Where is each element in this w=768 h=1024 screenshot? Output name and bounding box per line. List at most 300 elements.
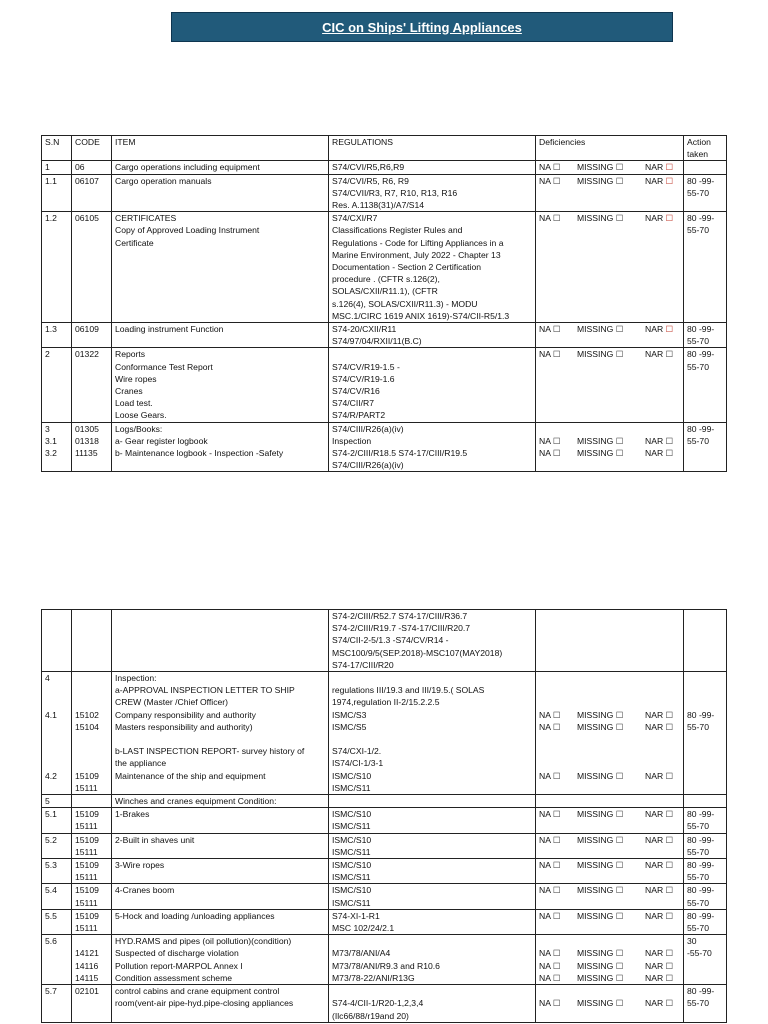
cell-reg (329, 610, 536, 672)
missing-label: MISSING (577, 349, 614, 360)
missing-label: MISSING (577, 948, 614, 959)
checkbox-nar[interactable]: ☐ (665, 809, 674, 820)
item-line: CERTIFICATES (115, 213, 177, 224)
code-line: 01305 (75, 423, 99, 434)
checkbox-na[interactable]: ☐ (552, 324, 561, 335)
table-header-row (42, 136, 727, 161)
item-line: Loading instrument Function (115, 324, 224, 335)
cell-deficiencies (536, 161, 684, 174)
action-line: 55-70 (687, 187, 709, 198)
sn-line: 5.5 (45, 910, 57, 921)
reg-line: procedure . (CFTR s.126(2), (332, 274, 440, 285)
missing-label: MISSING (577, 709, 614, 720)
reg-line: S74/CVII/R3, R7, R10, R13, R16 (332, 187, 458, 198)
reg-line (332, 672, 533, 684)
header-action-line: Action (687, 137, 711, 147)
cell-deficiencies (536, 174, 684, 212)
reg-line: S74-20/CXII/R11 (332, 324, 397, 335)
checkbox-na[interactable]: ☐ (552, 972, 561, 983)
cell-sn (42, 348, 72, 422)
checkbox-nar[interactable]: ☐ (665, 860, 674, 871)
checkbox-nar[interactable]: ☐ (665, 960, 674, 971)
reg-line: M73/78-22/ANI/R13G (332, 972, 415, 983)
nar-label: NAR (645, 885, 664, 896)
checkbox-missing[interactable]: ☐ (615, 998, 624, 1009)
cell-deficiencies (536, 323, 684, 348)
cell-code (72, 833, 112, 858)
checkbox-missing[interactable]: ☐ (615, 972, 624, 983)
cell-item (112, 174, 329, 212)
reg-line: S74/97/04/RXII/11(B.C) (332, 336, 422, 347)
checkbox-missing[interactable]: ☐ (615, 860, 624, 871)
reg-line: Classifications Register Rules and (332, 225, 463, 236)
reg-line: ISMC/S10 (332, 809, 372, 820)
cell-deficiencies (536, 909, 684, 934)
cell-item (112, 909, 329, 934)
reg-line: MSC100/9/5(SEP.2018)-MSC107(MAY2018) (332, 647, 503, 658)
cell-deficiencies (536, 672, 684, 795)
action-line: 80 -99- (687, 324, 715, 335)
cell-sn (42, 909, 72, 934)
reg-line: ISMC/S10 (332, 885, 372, 896)
reg-line: SOLAS/CXII/R11.1), (CFTR (332, 286, 438, 297)
checklist-table-1 (41, 135, 727, 472)
deficiency-line (539, 808, 681, 820)
item-line: Reports (115, 349, 146, 360)
na-label: NA (539, 721, 551, 732)
cell-sn (42, 884, 72, 909)
checkbox-na[interactable]: ☐ (552, 162, 561, 173)
sn-line: 1.3 (45, 324, 57, 335)
reg-line: S74/CIII/R26(a)(iv) (332, 423, 404, 434)
table-row (42, 884, 727, 909)
deficiency-line (539, 684, 681, 696)
reg-line: S74-4/CII-1/R20-1,2,3,4 (332, 998, 424, 1009)
item-line: b- Maintenance logbook - Inspection -Safety (115, 448, 284, 459)
item-line: a- Gear register logbook (115, 435, 208, 446)
deficiency-line (539, 348, 681, 360)
code-line: 15109 (75, 860, 99, 871)
checkbox-nar[interactable]: ☐ (665, 435, 674, 446)
deficiency-line (539, 709, 681, 721)
table-row (42, 323, 727, 348)
checkbox-na[interactable]: ☐ (552, 998, 561, 1009)
reg-line: ISMC/S11 (332, 897, 371, 908)
item-line (115, 733, 326, 745)
checkbox-na[interactable]: ☐ (552, 213, 561, 224)
cell-reg (329, 859, 536, 884)
sn-line: 3.1 (45, 435, 57, 446)
cell-item (112, 884, 329, 909)
reg-line: S74/CXI/R7 (332, 213, 378, 224)
item-line: 1-Brakes (115, 809, 150, 820)
cell-code (72, 808, 112, 833)
action-line: 80 -99- (687, 349, 715, 360)
deficiency-line (539, 782, 681, 794)
nar-label: NAR (645, 960, 664, 971)
action-line: 55-70 (687, 361, 709, 372)
cell-action (684, 422, 727, 472)
cell-deficiencies (536, 935, 684, 985)
nar-label: NAR (645, 972, 664, 983)
cell-action (684, 212, 727, 323)
cell-sn (42, 610, 72, 672)
reg-line (332, 733, 533, 745)
action-line: -55-70 (687, 948, 712, 959)
checkbox-na[interactable]: ☐ (552, 834, 561, 845)
cell-sn (42, 323, 72, 348)
checkbox-na[interactable]: ☐ (552, 175, 561, 186)
cell-action (684, 610, 727, 672)
code-line: 15111 (75, 846, 98, 857)
cell-reg (329, 161, 536, 174)
cell-action (684, 672, 727, 795)
sn-line: 1 (45, 162, 50, 173)
table-row (42, 909, 727, 934)
missing-label: MISSING (577, 162, 614, 173)
reg-line: S74/CII/R7 (332, 398, 375, 409)
na-label: NA (539, 213, 551, 224)
item-line: Cargo operations including equipment (115, 162, 260, 173)
cell-sn (42, 174, 72, 212)
checkbox-na[interactable]: ☐ (552, 885, 561, 896)
cell-code (72, 672, 112, 795)
cell-sn (42, 859, 72, 884)
deficiency-line (539, 733, 681, 745)
checkbox-nar[interactable]: ☐ (665, 162, 674, 173)
action-line (687, 672, 724, 684)
item-line: Wire ropes (115, 373, 157, 384)
deficiency-line (539, 910, 681, 922)
item-line: Company responsibility and authority (115, 709, 256, 720)
sn-line (45, 782, 69, 794)
checkbox-nar[interactable]: ☐ (665, 324, 674, 335)
checkbox-missing[interactable]: ☐ (615, 960, 624, 971)
sn-line: 3.2 (45, 448, 57, 459)
checkbox-na[interactable]: ☐ (552, 809, 561, 820)
table-row (42, 212, 727, 323)
sn-line (45, 733, 69, 745)
cell-code (72, 610, 112, 672)
na-label: NA (539, 175, 551, 186)
missing-label: MISSING (577, 998, 614, 1009)
table-row (42, 808, 727, 833)
checkbox-nar[interactable]: ☐ (665, 972, 674, 983)
checkbox-na[interactable]: ☐ (552, 948, 561, 959)
deficiency-line (539, 721, 681, 733)
table-row (42, 672, 727, 795)
reg-line: Regulations - Code for Lifting Appliances in a (332, 237, 504, 248)
cell-deficiencies (536, 795, 684, 808)
action-line: 80 -99- (687, 986, 715, 997)
na-label: NA (539, 770, 551, 781)
action-line (687, 696, 724, 708)
checkbox-nar[interactable]: ☐ (665, 709, 674, 720)
cell-code (72, 859, 112, 884)
sn-line: 4.2 (45, 770, 57, 781)
checkbox-nar[interactable]: ☐ (665, 349, 674, 360)
table-row (42, 935, 727, 985)
checkbox-na[interactable]: ☐ (552, 435, 561, 446)
checkbox-missing[interactable]: ☐ (615, 709, 624, 720)
checkbox-nar[interactable]: ☐ (665, 721, 674, 732)
checkbox-nar[interactable]: ☐ (665, 448, 674, 459)
reg-line: ISMC/S3 (332, 709, 367, 720)
cell-reg (329, 422, 536, 472)
action-line: 80 -99- (687, 709, 715, 720)
cell-item (112, 323, 329, 348)
code-line: 15109 (75, 885, 99, 896)
checkbox-nar[interactable]: ☐ (665, 948, 674, 959)
checkbox-nar[interactable]: ☐ (665, 998, 674, 1009)
table-row (42, 161, 727, 174)
checkbox-nar[interactable]: ☐ (665, 213, 674, 224)
cell-item (112, 610, 329, 672)
deficiency-line (539, 757, 681, 769)
nar-label: NAR (645, 834, 664, 845)
reg-line: S74/CVI/R5, R6, R9 (332, 175, 409, 186)
reg-line: S74/CV/R19-1.6 (332, 373, 395, 384)
code-line: 11135 (75, 448, 98, 459)
item-line: Maintenance of the ship and equipment (115, 770, 266, 781)
item-line: Pollution report-MARPOL Annex I (115, 960, 243, 971)
checkbox-missing[interactable]: ☐ (615, 324, 624, 335)
code-line: 15104 (75, 721, 99, 732)
code-line: 15111 (75, 897, 98, 908)
item-line: 2-Built in shaves unit (115, 834, 195, 845)
na-label: NA (539, 448, 551, 459)
reg-line: S74/CXI-1/2. (332, 746, 382, 757)
cell-sn (42, 833, 72, 858)
code-line (75, 757, 109, 769)
missing-label: MISSING (577, 324, 614, 335)
reg-line: ISMC/S10 (332, 860, 372, 871)
reg-line: M73/78/ANI/R9.3 and R10.6 (332, 960, 440, 971)
reg-line: ISMC/S11 (332, 821, 371, 832)
reg-line: Marine Environment, July 2022 - Chapter 13 (332, 249, 501, 260)
deficiency-line (539, 935, 681, 947)
na-label: NA (539, 834, 551, 845)
na-label: NA (539, 998, 551, 1009)
checkbox-missing[interactable]: ☐ (615, 162, 624, 173)
code-line: 15109 (75, 770, 99, 781)
header-code: CODE (72, 136, 112, 161)
sn-line (45, 757, 69, 769)
cell-item (112, 348, 329, 422)
missing-label: MISSING (577, 834, 614, 845)
reg-line: S74-2/CIII/R18.5 S74-17/CIII/R19.5 (332, 448, 468, 459)
code-line (75, 672, 109, 684)
missing-label: MISSING (577, 175, 614, 186)
na-label: NA (539, 910, 551, 921)
nar-label: NAR (645, 435, 664, 446)
checkbox-nar[interactable]: ☐ (665, 910, 674, 921)
action-line: 80 -99- (687, 834, 715, 845)
nar-label: NAR (645, 448, 664, 459)
nar-label: NAR (645, 175, 664, 186)
na-label: NA (539, 960, 551, 971)
missing-label: MISSING (577, 860, 614, 871)
checkbox-nar[interactable]: ☐ (665, 770, 674, 781)
checkbox-na[interactable]: ☐ (552, 960, 561, 971)
checkbox-missing[interactable]: ☐ (615, 910, 624, 921)
header-regulations: REGULATIONS (329, 136, 536, 161)
item-line: Cargo operation manuals (115, 175, 212, 186)
code-line: 06109 (75, 324, 99, 335)
reg-line: S74/CV/R16 (332, 386, 380, 397)
checkbox-na[interactable]: ☐ (552, 770, 561, 781)
cell-deficiencies (536, 422, 684, 472)
code-line: 15111 (75, 782, 98, 793)
nar-label: NAR (645, 349, 664, 360)
item-line: 3-Wire ropes (115, 860, 165, 871)
checkbox-missing[interactable]: ☐ (615, 435, 624, 446)
page-title: CIC on Ships' Lifting Appliances (322, 19, 522, 35)
cell-item (112, 795, 329, 808)
cell-item (112, 808, 329, 833)
action-line: 80 -99- (687, 885, 715, 896)
action-line: 55-70 (687, 821, 709, 832)
sn-line: 5.7 (45, 986, 57, 997)
checkbox-na[interactable]: ☐ (552, 709, 561, 720)
checkbox-missing[interactable]: ☐ (615, 809, 624, 820)
item-line: control cabins and crane equipment control (115, 986, 280, 997)
code-line (75, 684, 109, 696)
checkbox-missing[interactable]: ☐ (615, 721, 624, 732)
checkbox-missing[interactable]: ☐ (615, 213, 624, 224)
checkbox-na[interactable]: ☐ (552, 721, 561, 732)
table-row (42, 795, 727, 808)
action-line: 55-70 (687, 846, 709, 857)
reg-line: Inspection (332, 435, 372, 446)
sn-line: 1.1 (45, 175, 57, 186)
cell-action (684, 985, 727, 1023)
deficiency-line (539, 696, 681, 708)
checkbox-na[interactable]: ☐ (552, 448, 561, 459)
cell-reg (329, 985, 536, 1023)
sn-line: 5 (45, 796, 50, 807)
checkbox-missing[interactable]: ☐ (615, 349, 624, 360)
code-line: 14115 (75, 972, 99, 983)
deficiency-line (539, 884, 681, 896)
action-line (687, 684, 724, 696)
reg-line: MSC.1/CIRC 1619 ANIX 1619)-S74/CII-R5/1.3 (332, 310, 510, 321)
reg-line: S74-XI-1-R1 (332, 910, 380, 921)
cell-item (112, 422, 329, 472)
cell-action (684, 323, 727, 348)
cell-code (72, 795, 112, 808)
action-line: 55-70 (687, 923, 709, 934)
reg-line: ISMC/S10 (332, 834, 372, 845)
cell-code (72, 909, 112, 934)
deficiency-line (539, 947, 681, 959)
code-line: 15109 (75, 809, 99, 820)
sn-line: 5.6 (45, 936, 57, 947)
cell-action (684, 161, 727, 174)
code-line: 06105 (75, 213, 99, 224)
sn-line (45, 684, 69, 696)
reg-line: (Ilc66/88/r19and 20) (332, 1010, 409, 1021)
sn-line: 4.1 (45, 709, 57, 720)
action-line: 80 -99- (687, 910, 715, 921)
reg-line: ISMC/S11 (332, 872, 371, 883)
nar-label: NAR (645, 910, 664, 921)
table-row (42, 859, 727, 884)
header-deficiencies: Deficiencies (536, 136, 684, 161)
reg-line: ISMC/S10 (332, 770, 372, 781)
cell-action (684, 348, 727, 422)
reg-line (332, 935, 533, 947)
deficiency-line (539, 745, 681, 757)
checkbox-nar[interactable]: ☐ (665, 834, 674, 845)
cell-item (112, 212, 329, 323)
checkbox-na[interactable]: ☐ (552, 910, 561, 921)
code-line: 02101 (75, 986, 99, 997)
checkbox-missing[interactable]: ☐ (615, 448, 624, 459)
reg-line: 1974,regulation II-2/15.2.2.5 (332, 697, 440, 708)
nar-label: NAR (645, 770, 664, 781)
deficiency-line (539, 672, 681, 684)
reg-line: S74/CV/R19-1.5 - (332, 361, 400, 372)
table-row (42, 348, 727, 422)
action-line: 55-70 (687, 225, 709, 236)
cell-code (72, 161, 112, 174)
cell-reg (329, 935, 536, 985)
nar-label: NAR (645, 860, 664, 871)
reg-line (332, 985, 533, 997)
cell-sn (42, 212, 72, 323)
cell-action (684, 909, 727, 934)
na-label: NA (539, 435, 551, 446)
na-label: NA (539, 809, 551, 820)
checkbox-missing[interactable]: ☐ (615, 834, 624, 845)
sn-line (45, 745, 69, 757)
reg-line (332, 348, 533, 360)
reg-line: ISMC/S11 (332, 846, 371, 857)
missing-label: MISSING (577, 910, 614, 921)
action-line: 55-70 (687, 897, 709, 908)
cell-item (112, 161, 329, 174)
table-row (42, 833, 727, 858)
item-line: Cranes (115, 386, 143, 397)
checkbox-na[interactable]: ☐ (552, 349, 561, 360)
deficiency-line (539, 985, 681, 997)
checkbox-na[interactable]: ☐ (552, 860, 561, 871)
cell-code (72, 985, 112, 1023)
cell-sn (42, 672, 72, 795)
cell-reg (329, 884, 536, 909)
checkbox-missing[interactable]: ☐ (615, 770, 624, 781)
item-line: CREW (Master /Chief Officer) (115, 697, 229, 708)
cell-action (684, 935, 727, 985)
cell-item (112, 935, 329, 985)
item-line: b-LAST INSPECTION REPORT- survey history of (115, 746, 305, 757)
checkbox-nar[interactable]: ☐ (665, 175, 674, 186)
checkbox-missing[interactable]: ☐ (615, 175, 624, 186)
table-row (42, 174, 727, 212)
checkbox-nar[interactable]: ☐ (665, 885, 674, 896)
cell-action (684, 833, 727, 858)
cell-deficiencies (536, 610, 684, 672)
checkbox-missing[interactable]: ☐ (615, 885, 624, 896)
checkbox-missing[interactable]: ☐ (615, 948, 624, 959)
header-action-line: taken (687, 149, 709, 160)
code-line: 14116 (75, 960, 99, 971)
action-line: 80 -99- (687, 809, 715, 820)
cell-item (112, 985, 329, 1023)
cell-deficiencies (536, 808, 684, 833)
item-line: Conformance Test Report (115, 361, 213, 372)
